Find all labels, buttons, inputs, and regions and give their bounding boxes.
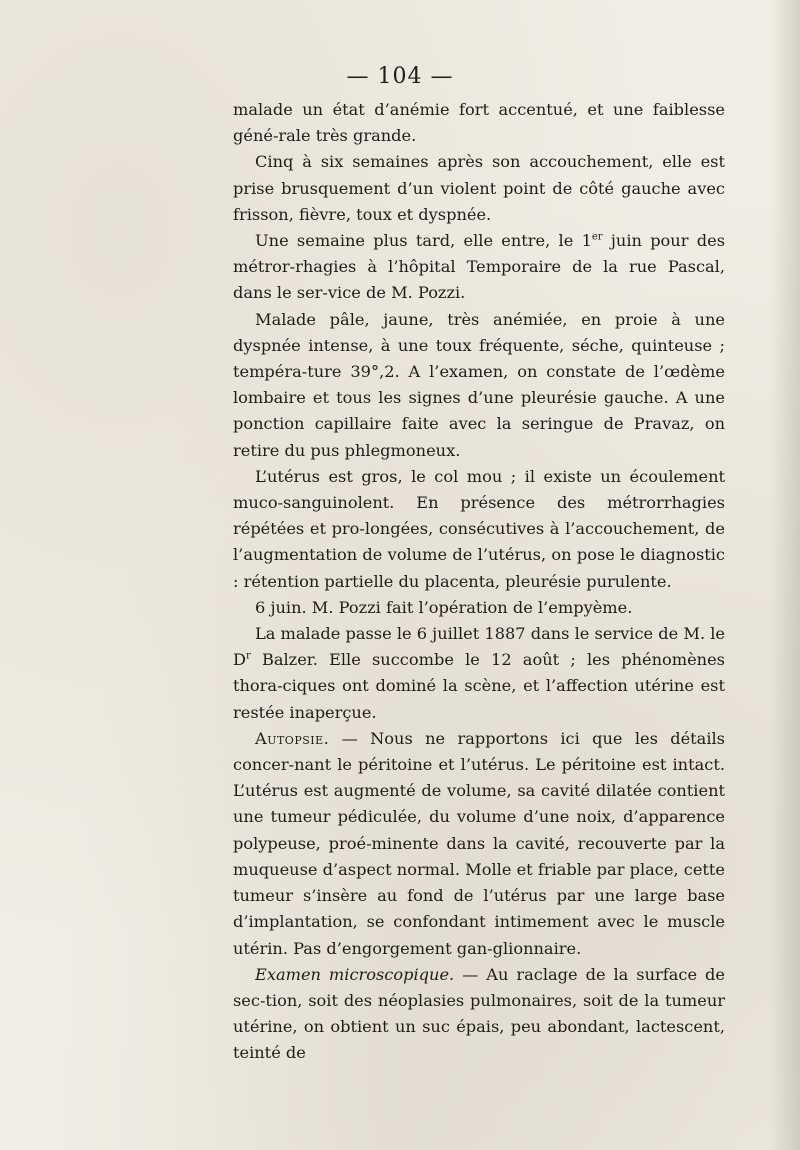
page-number: — 104 — [346,64,454,89]
paragraph [233,962,725,1067]
page-body [233,97,725,1067]
paragraph [233,726,725,962]
section-heading-examen: Examen microscopique. [255,964,455,984]
text-run: Une semaine plus tard, elle entre, le 1 [255,231,592,251]
text-run: — Au raclage de la surface de sec-tion, soit des néoplasies pulmonaires, soit de la tumeur utérine, on obtient un suc épais, peu abondant, lactescent, teinté de [233,964,725,1063]
section-heading-autopsie: Autopsie. [255,728,330,748]
paragraph [233,228,725,307]
paragraph: L’utérus est gros, le col mou ; il existe un écoulement muco-sanguinolent. En présence des métrorrhagies répétées et pro-longées, consécutives à l’accouchement, de l’augmentation de volume de l’utérus, on pose le diagnostic : rétention partielle du placenta, pleurésie purulente. [233,466,725,591]
text-run: juin pour des métror-rhagies à l’hôpital Temporaire de la rue Pascal, dans le ser-vice de M. Pozzi. [233,231,725,303]
text-run: — Nous ne rapportons ici que les détails concer-nant le péritoine et l’utérus. Le péritoine est intact. L’utérus est augmenté de volume, sa cavité dilatée contient une tumeur pédiculée, du volume d’une noix, d’apparence polypeuse, proé-minente dans la cavité, recouverte par la muqueuse d’aspect normal. Molle et friable par place, cette tumeur s’insère au fond de l’utérus par une large base d’implantation, se confondant intimement avec le muscle utérin. Pas d’engorgement gan-glionnaire. [233,728,725,958]
page-edge-shadow [770,0,800,1150]
paragraph: malade un état d’anémie fort accentué, et une faiblesse géné-rale très grande. [233,100,725,146]
text-run: Balzer. Elle succombe le 12 août ; les phénomènes thora-ciques ont dominé la scène, et l’affection utérine est restée inaperçue. [233,650,725,722]
paragraph: Cinq à six semaines après son accouchement, elle est prise brusquement d’un violent point de côté gauche avec frisson, fièvre, toux et dyspnée. [233,152,725,224]
text-run: La malade passe le 6 juillet 1887 dans le service de M. le D [233,624,725,670]
paragraph: Malade pâle, jaune, très anémiée, en proie à une dyspnée intense, à une toux fréquente, séche, quinteuse ; tempéra-ture 39°,2. A l’examen, on constate de l’œdème lombaire et tous les signes d’une pleurésie gauche. A une ponction capillaire faite avec la seringue de Pravaz, on retire du pus phlegmoneux. [233,309,725,460]
paragraph: 6 juin. M. Pozzi fait l’opération de l’empyème. [255,597,633,617]
superscript: er [591,231,603,243]
paragraph [233,621,725,726]
superscript: r [245,650,251,662]
